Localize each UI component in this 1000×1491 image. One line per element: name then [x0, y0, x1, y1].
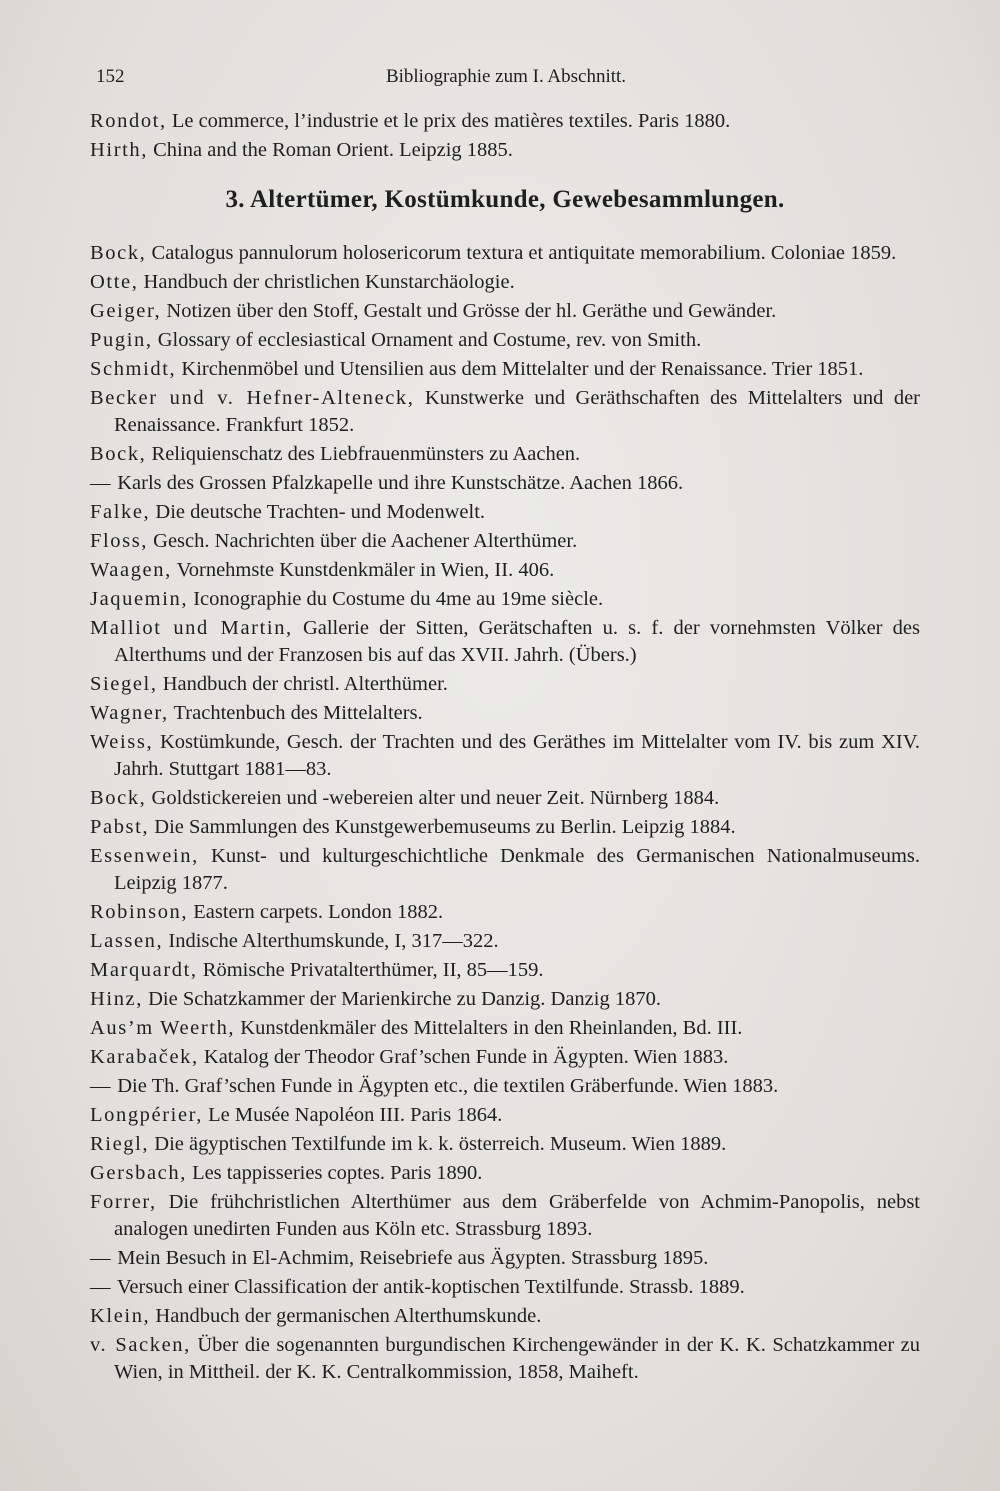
entry-author: Bock, — [90, 242, 147, 264]
entry-text: Indische Alterthumskunde, I, 317—322. — [163, 930, 499, 952]
entry-author: Karabaček, — [90, 1046, 199, 1068]
entry-author: Lassen, — [90, 930, 164, 952]
entry-author: Rondot, — [90, 110, 167, 132]
bibliography-entry — [90, 785, 920, 812]
entry-author: — — [90, 472, 113, 494]
entry-text: Handbuch der germanischen Alterthumskunde. — [150, 1305, 542, 1327]
bibliography-entry — [90, 269, 920, 296]
entry-author: Jaquemin, — [90, 588, 189, 610]
entry-text: Handbuch der christlichen Kunstarchäologie. — [138, 271, 515, 293]
entry-author: Wagner, — [90, 702, 169, 724]
bibliography-entry — [90, 1189, 920, 1243]
entry-text: Handbuch der christl. Alterthümer. — [157, 673, 448, 695]
entry-text: Gallerie der Sitten, Gerätschaften u. s. f. der vornehmsten Völker des Alterthums und der Franzosen bis auf das XVII. Jahrh. (Übers.) — [114, 617, 920, 666]
entry-author: Bock, — [90, 787, 147, 809]
bibliography-list — [90, 240, 920, 1386]
entry-text: Kunstdenkmäler des Mittelalters in den Rheinlanden, Bd. III. — [235, 1017, 743, 1039]
bibliography-entry — [90, 1303, 920, 1330]
entry-author: Pabst, — [90, 816, 150, 838]
entry-author: Riegl, — [90, 1133, 150, 1155]
entry-text: Die deutsche Trachten- und Modenwelt. — [150, 501, 486, 523]
bibliography-entry — [90, 899, 920, 926]
entry-text: Les tappisseries coptes. Paris 1890. — [186, 1162, 483, 1184]
entry-author: Bock, — [90, 443, 147, 465]
entry-text: Römische Privatalterthümer, II, 85—159. — [197, 959, 544, 981]
entry-text: Katalog der Theodor Graf’schen Funde in Ägypten. Wien 1883. — [198, 1046, 729, 1068]
entry-author: Longpérier, — [90, 1104, 203, 1126]
bibliography-entry — [90, 1332, 920, 1386]
entry-text: Die Th. Graf’schen Funde in Ägypten etc., die textilen Gräberfunde. Wien 1883. — [112, 1075, 779, 1097]
entry-author: Waagen, — [90, 559, 172, 581]
entry-text: Mein Besuch in El-Achmim, Reisebriefe aus Ägypten. Strassburg 1895. — [112, 1247, 709, 1269]
entry-author: — — [90, 1276, 113, 1298]
entry-author: Gersbach, — [90, 1162, 187, 1184]
bibliography-entry — [90, 586, 920, 613]
bibliography-entry — [90, 1131, 920, 1158]
bibliography-entry — [90, 327, 920, 354]
bibliography-entry — [90, 528, 920, 555]
entry-text: Le Musée Napoléon III. Paris 1864. — [202, 1104, 503, 1126]
entry-text: Eastern carpets. London 1882. — [188, 901, 444, 923]
entry-text: Iconographie du Costume du 4me au 19me siècle. — [188, 588, 604, 610]
bibliography-entry — [90, 1160, 920, 1187]
bibliography-entry — [90, 928, 920, 955]
entry-text: Kunst- und kulturgeschichtliche Denkmale des Germanischen Nationalmuseums. Leipzig 1877. — [114, 845, 920, 894]
bibliography-entry — [90, 1015, 920, 1042]
entry-author: v. Sacken, — [90, 1334, 191, 1356]
bibliography-entry — [90, 356, 920, 383]
entry-text: China and the Roman Orient. Leipzig 1885. — [148, 139, 513, 161]
entry-author: Klein, — [90, 1305, 151, 1327]
page-header — [96, 66, 916, 96]
entry-author: Becker und v. Hefner-Alteneck, — [90, 387, 415, 409]
entry-text: Die Sammlungen des Kunstgewerbemuseums zu Berlin. Leipzig 1884. — [149, 816, 736, 838]
bibliography-list-continued — [90, 108, 920, 164]
bibliography-entry — [90, 1073, 920, 1100]
bibliography-entry — [90, 385, 920, 439]
entry-author: Hirth, — [90, 139, 148, 161]
entry-text: Kunstwerke und Geräthschaften des Mittelalters und der Renaissance. Frankfurt 1852. — [114, 387, 921, 436]
entry-author: Geiger, — [90, 300, 162, 322]
bibliography-entry — [90, 298, 920, 325]
entry-author: Siegel, — [90, 673, 158, 695]
entry-text: Kostümkunde, Gesch. der Trachten und des Geräthes im Mittelalter vom IV. bis zum XIV. Jahrh. Stuttgart 1881—83. — [114, 731, 920, 780]
bibliography-entry — [90, 108, 920, 135]
entry-text: Le commerce, l’industrie et le prix des matières textiles. Paris 1880. — [166, 110, 731, 132]
entry-author: Weiss, — [90, 731, 154, 753]
entry-author: — — [90, 1075, 113, 1097]
entry-text: Notizen über den Stoff, Gestalt und Grösse der hl. Geräthe und Gewänder. — [161, 300, 777, 322]
bibliography-entry — [90, 240, 920, 267]
entry-text: Über die sogenannten burgundischen Kirchengewänder in der K. K. Schatzkammer zu Wien, in Mittheil. der K. K. Centralkommission, 1858, Maiheft. — [114, 1334, 920, 1383]
entry-author: Marquardt, — [90, 959, 198, 981]
bibliography-content — [90, 108, 920, 1388]
bibliography-entry — [90, 615, 920, 669]
bibliography-entry — [90, 1102, 920, 1129]
entry-text: Die Schatzkammer der Marienkirche zu Danzig. Danzig 1870. — [142, 988, 661, 1010]
entry-text: Goldstickereien und -webereien alter und neuer Zeit. Nürnberg 1884. — [146, 787, 720, 809]
bibliography-entry — [90, 441, 920, 468]
entry-text: Gesch. Nachrichten über die Aachener Alterthümer. — [148, 530, 578, 552]
entry-text: Glossary of ecclesiastical Ornament and Costume, rev. von Smith. — [152, 329, 702, 351]
entry-author: Falke, — [90, 501, 151, 523]
bibliography-entry — [90, 700, 920, 727]
entry-text: Vornehmste Kunstdenkmäler in Wien, II. 406. — [171, 559, 555, 581]
entry-text: Karls des Grossen Pfalzkapelle und ihre Kunstschätze. Aachen 1866. — [112, 472, 684, 494]
entry-author: Pugin, — [90, 329, 153, 351]
entry-text: Die ägyptischen Textilfunde im k. k. österreich. Museum. Wien 1889. — [149, 1133, 727, 1155]
entry-text: Kirchenmöbel und Utensilien aus dem Mittelalter und der Renaissance. Trier 1851. — [176, 358, 864, 380]
entry-author: Forrer, — [90, 1191, 157, 1213]
entry-author: Floss, — [90, 530, 149, 552]
entry-text: Catalogus pannulorum holosericorum textura et antiquitate memorabilium. Coloniae 1859. — [146, 242, 897, 264]
entry-text: Versuch einer Classification der antik-koptischen Textilfunde. Strassb. 1889. — [112, 1276, 745, 1298]
entry-author: — — [90, 1247, 113, 1269]
bibliography-entry — [90, 137, 920, 164]
bibliography-entry — [90, 499, 920, 526]
bibliography-entry — [90, 1274, 920, 1301]
entry-author: Schmidt, — [90, 358, 177, 380]
entry-author: Malliot und Martin, — [90, 617, 293, 639]
page-number: 152 — [96, 66, 125, 87]
bibliography-entry — [90, 843, 920, 897]
bibliography-entry — [90, 957, 920, 984]
bibliography-entry — [90, 986, 920, 1013]
entry-author: Robinson, — [90, 901, 189, 923]
running-title: Bibliographie zum I. Abschnitt. — [385, 66, 627, 87]
bibliography-entry — [90, 557, 920, 584]
bibliography-entry — [90, 814, 920, 841]
bibliography-entry — [90, 671, 920, 698]
entry-text: Die frühchristlichen Alterthümer aus dem Gräberfelde von Achmim-Panopolis, nebst analogen unedirten Funden aus Köln etc. Strassburg 1893. — [114, 1191, 920, 1240]
entry-text: Trachtenbuch des Mittelalters. — [168, 702, 423, 724]
entry-author: Essenwein, — [90, 845, 199, 867]
bibliography-entry — [90, 1044, 920, 1071]
bibliography-entry — [90, 470, 920, 497]
entry-text: Reliquienschatz des Liebfrauenmünsters zu Aachen. — [146, 443, 581, 465]
entry-author: Aus’m Weerth, — [90, 1017, 236, 1039]
bibliography-entry — [90, 1245, 920, 1272]
bibliography-entry — [90, 729, 920, 783]
entry-author: Otte, — [90, 271, 139, 293]
entry-author: Hinz, — [90, 988, 143, 1010]
section-title: 3. Altertümer, Kostümkunde, Gewebesammlungen. — [225, 186, 785, 213]
